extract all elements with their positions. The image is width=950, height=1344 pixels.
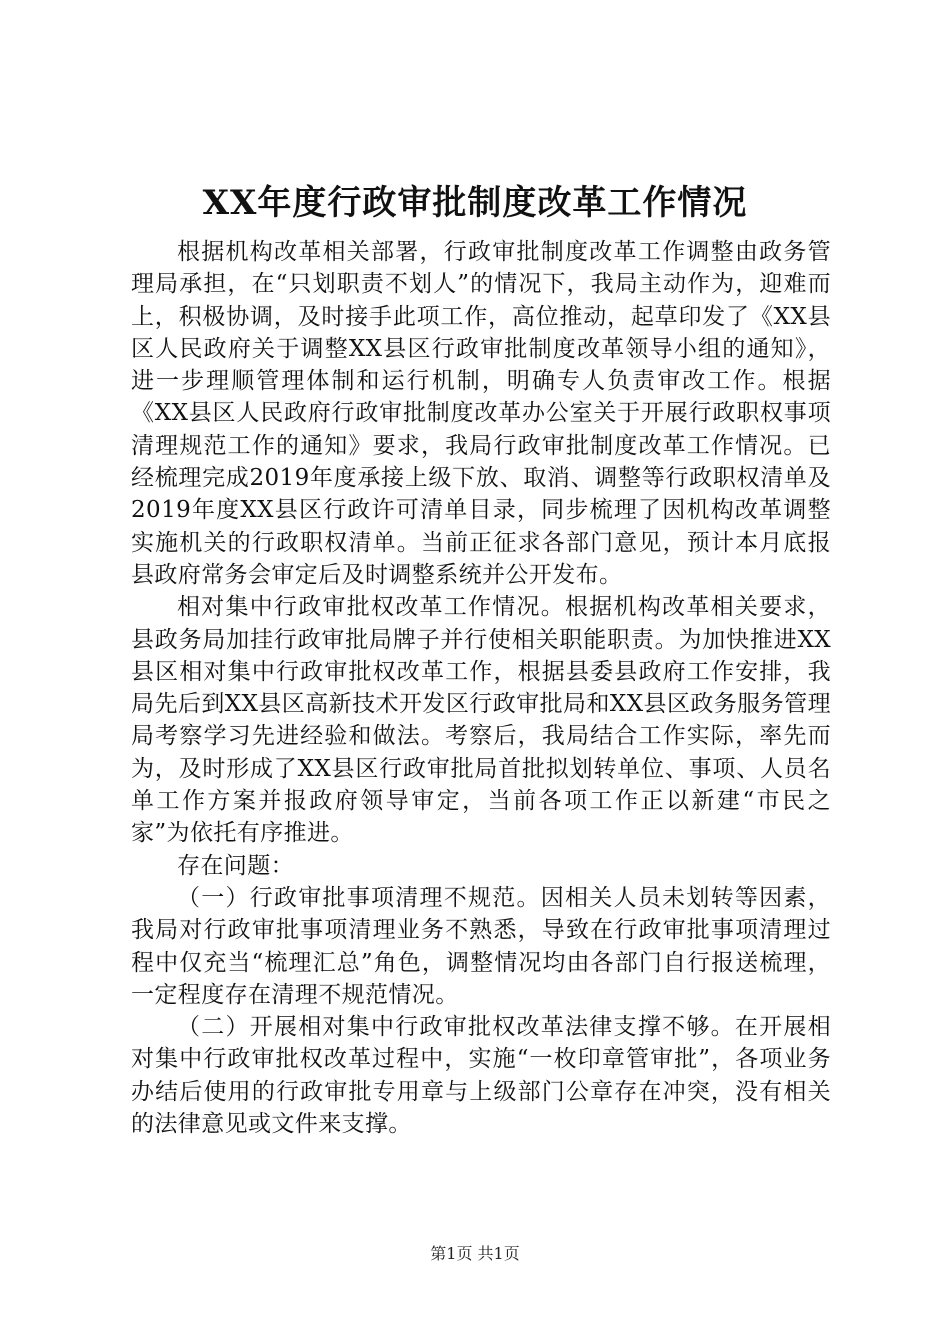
document-title: XX年度行政审批制度改革工作情况 (202, 183, 748, 223)
paragraph-centralized-approval: 相对集中行政审批权改革工作情况。根据机构改革相关要求，县政务局加挂行政审批局牌子并行使相关职能职责。为加快推进XX县区相对集中行政审批权改革工作，根据县委县政府工作安排，我局先后到XX县区高新技术开发区行政审批局和XX县区政务服务管理局考察学习先进经验和做法。考察后，我局结合工作实际，率先而为，及时形成了XX县区行政审批局首批拟划转单位、事项、人员名单工作方案并报政府领导审定，当前各项工作正以新建“市民之家”为依托有序推进。 (131, 594, 831, 847)
paragraph-review-reform: 根据机构改革相关部署，行政审批制度改革工作调整由政务管理局承担，在“只划职责不划人”的情况下，我局主动作为，迎难而上，积极协调，及时接手此项工作，高位推动，起草印发了《XX县区人民政府关于调整XX县区行政审批制度改革领导小组的通知》，进一步理顺管理体制和运行机制，明确专人负责审改工作。根据《XX县区人民政府行政审批制度改革办公室关于开展行政职权事项清理规范工作的通知》要求，我局行政审批制度改革工作情况。已经梳理完成2019年度承接上级下放、取消、调整等行政职权清单及2019年度XX县区行政许可清单目录，同步梳理了因机构改革调整实施机关的行政职权清单。当前正征求各部门意见，预计本月底报县政府常务会审定后及时调整系统并公开发布。 (131, 239, 831, 588)
paragraph-issues-heading: 存在问题： (177, 852, 294, 879)
document-body (131, 236, 831, 1140)
paragraph-issue-one: （一）行政审批事项清理不规范。因相关人员未划转等因素，我局对行政审批事项清理业务不熟悉，导致在行政审批事项清理过程中仅充当“梳理汇总”角色，调整情况均由各部门自行报送梳理，一定程度存在清理不规范情况。 (131, 884, 831, 1008)
paragraph-issue-two: （二）开展相对集中行政审批权改革法律支撑不够。在开展相对集中行政审批权改革过程中，实施“一枚印章管审批”，各项业务办结后使用的行政审批专用章与上级部门公章存在冲突，没有相关的法律意见或文件来支撑。 (131, 1014, 831, 1138)
page-number-footer: 第1页 共1页 (430, 1244, 520, 1263)
